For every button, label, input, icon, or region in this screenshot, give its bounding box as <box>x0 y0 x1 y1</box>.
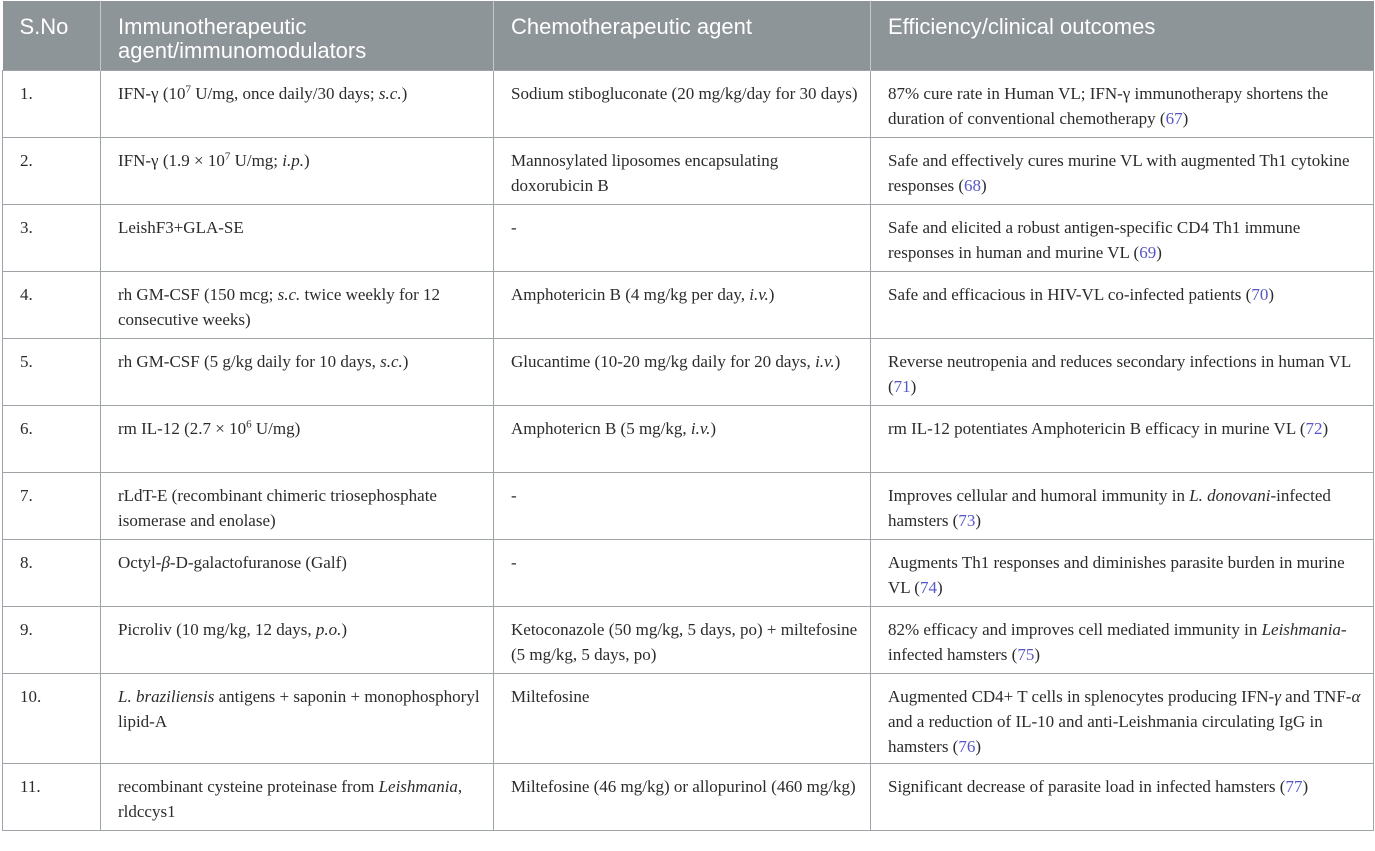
cell-text: 87% cure rate in Human VL; IFN-γ immunotherapy shortens the duration of conventional chemotherapy ( <box>888 83 1329 128</box>
cell-sno: 7. <box>3 472 101 539</box>
table-row <box>3 137 1374 204</box>
cell-immunotherapeutic-agent <box>101 70 494 137</box>
table-row <box>3 763 1374 830</box>
italic-text: s.c. <box>380 351 403 371</box>
cell-chemotherapeutic-agent <box>494 271 871 338</box>
italic-text: β <box>161 552 170 572</box>
cell-text: U/mg, once daily/30 days; <box>190 83 379 103</box>
italic-text: γ <box>1274 686 1281 706</box>
cell-text: ) <box>1156 242 1162 262</box>
cell-text: - <box>511 552 517 572</box>
cell-efficiency-outcome <box>871 405 1374 472</box>
italic-text: i.v. <box>815 351 835 371</box>
cell-text: IFN-γ (10 <box>118 83 186 103</box>
cell-text: Safe and elicited a robust antigen-specific CD4 Th1 immune responses in human and murine VL ( <box>888 217 1301 262</box>
cell-immunotherapeutic-agent <box>101 271 494 338</box>
cell-text: ) <box>402 351 409 371</box>
superscript: 7 <box>224 149 231 162</box>
cell-text: ) <box>936 577 943 597</box>
cell-chemotherapeutic-agent <box>494 606 871 673</box>
superscript: 6 <box>246 417 252 430</box>
cell-text: rh GM-CSF (150 mcg; <box>118 284 278 304</box>
cell-text: ) <box>341 619 348 639</box>
cell-text: Octyl- <box>118 552 162 572</box>
cell-text: Amphotericin B (4 mg/kg per day, <box>511 284 750 304</box>
italic-text: α <box>1351 686 1361 706</box>
cell-text: Improves cellular and humoral immunity in <box>888 485 1190 505</box>
cell-text: LeishF3+GLA-SE <box>118 217 244 237</box>
cell-efficiency-outcome <box>871 137 1374 204</box>
reference-link[interactable]: 72 <box>1305 418 1323 438</box>
cell-text: ) <box>304 150 310 170</box>
cell-text: -infected hamsters ( <box>888 485 1331 530</box>
reference-link[interactable]: 75 <box>1017 644 1035 664</box>
cell-text: -infected hamsters ( <box>888 619 1347 664</box>
cell-text: Ketoconazole (50 mg/kg, 5 days, po) + miltefosine (5 mg/kg, 5 days, po) <box>511 619 858 664</box>
cell-efficiency-outcome <box>871 204 1374 271</box>
cell-text: U/mg) <box>251 418 301 438</box>
cell-immunotherapeutic-agent <box>101 137 494 204</box>
table-row <box>3 472 1374 539</box>
reference-link[interactable]: 73 <box>958 510 976 530</box>
cell-efficiency-outcome <box>871 539 1374 606</box>
cell-sno: 1. <box>3 70 101 137</box>
italic-text: Leishmania <box>378 776 458 796</box>
cell-sno: 8. <box>3 539 101 606</box>
cell-immunotherapeutic-agent <box>101 405 494 472</box>
cell-text: Glucantime (10-20 mg/kg daily for 20 days, <box>511 351 816 371</box>
italic-text: Leishmania <box>1261 619 1341 639</box>
cell-text: Reverse neutropenia and reduces secondary infections in human VL ( <box>888 351 1351 396</box>
cell-chemotherapeutic-agent <box>494 204 871 271</box>
cell-chemotherapeutic-agent <box>494 763 871 830</box>
cell-text: ) <box>910 376 917 396</box>
cell-sno: 2. <box>3 137 101 204</box>
cell-efficiency-outcome <box>871 763 1374 830</box>
cell-efficiency-outcome <box>871 70 1374 137</box>
italic-text: s.c. <box>277 284 301 304</box>
cell-text: Augmented CD4+ T cells in splenocytes producing IFN- <box>888 686 1275 706</box>
cell-text: ) <box>1034 644 1041 664</box>
table-row <box>3 405 1374 472</box>
cell-text: ) <box>1302 776 1309 796</box>
header-chemotherapeutic-agent: Chemotherapeutic agent <box>494 1 871 70</box>
table-row <box>3 204 1374 271</box>
cell-sno: 5. <box>3 338 101 405</box>
table-header <box>3 1 1374 70</box>
cell-immunotherapeutic-agent <box>101 606 494 673</box>
header-sno: S.No <box>3 1 101 70</box>
reference-link[interactable]: 74 <box>919 577 937 597</box>
table-row <box>3 539 1374 606</box>
cell-text: -D-galactofuranose (Galf) <box>169 552 347 572</box>
reference-link[interactable]: 69 <box>1139 242 1157 262</box>
cell-chemotherapeutic-agent <box>494 673 871 763</box>
table-row <box>3 70 1374 137</box>
reference-link[interactable]: 68 <box>964 175 982 195</box>
treatment-table <box>2 1 1374 831</box>
cell-text: ) <box>981 175 987 195</box>
header-immunotherapeutic-agent: Immunotherapeutic agent/immunomodulators <box>101 1 494 70</box>
cell-chemotherapeutic-agent <box>494 405 871 472</box>
cell-efficiency-outcome <box>871 338 1374 405</box>
cell-text: Amphotericn B (5 mg/kg, <box>511 418 691 438</box>
cell-text: IFN-γ (1.9 × 10 <box>118 150 225 170</box>
cell-text: Picroliv (10 mg/kg, 12 days, <box>118 619 316 639</box>
cell-chemotherapeutic-agent <box>494 539 871 606</box>
cell-text: twice weekly for 12 consecutive weeks) <box>118 284 441 329</box>
cell-text: ) <box>401 83 408 103</box>
cell-text: Augments Th1 responses and diminishes parasite burden in murine VL ( <box>888 552 1345 597</box>
table-row <box>3 606 1374 673</box>
superscript: 7 <box>185 82 191 95</box>
header-efficiency-outcomes: Efficiency/clinical outcomes <box>888 14 1156 39</box>
italic-text: i.p. <box>282 150 305 170</box>
cell-sno: 9. <box>3 606 101 673</box>
cell-text: Miltefosine <box>511 686 590 706</box>
italic-text: L. braziliensis <box>118 686 215 706</box>
cell-text: Miltefosine (46 mg/kg) or allopurinol (460 mg/kg) <box>511 776 856 796</box>
reference-link[interactable]: 77 <box>1285 776 1303 796</box>
cell-text: and TNF- <box>1280 686 1352 706</box>
cell-text: Safe and efficacious in HIV-VL co-infected patients ( <box>888 284 1252 304</box>
cell-text: , rldccys1 <box>118 776 463 821</box>
cell-sno: 11. <box>3 763 101 830</box>
cell-immunotherapeutic-agent <box>101 204 494 271</box>
cell-text: antigens + saponin + monophosphoryl lipid-A <box>118 686 480 731</box>
cell-chemotherapeutic-agent <box>494 472 871 539</box>
cell-immunotherapeutic-agent <box>101 673 494 763</box>
table-row <box>3 338 1374 405</box>
table-row <box>3 271 1374 338</box>
italic-text: i.v. <box>749 284 769 304</box>
italic-text: s.c. <box>378 83 402 103</box>
cell-text: rh GM-CSF (5 g/kg daily for 10 days, <box>118 351 381 371</box>
cell-efficiency-outcome <box>871 673 1374 763</box>
italic-text: L. donovani <box>1189 485 1271 505</box>
cell-text: ) <box>975 510 982 530</box>
cell-chemotherapeutic-agent <box>494 338 871 405</box>
cell-text: rm IL-12 potentiates Amphotericin B efficacy in murine VL ( <box>888 418 1306 438</box>
cell-text: ) <box>975 736 982 756</box>
cell-efficiency-outcome <box>871 271 1374 338</box>
cell-text: ) <box>710 418 717 438</box>
cell-text: Safe and effectively cures murine VL with augmented Th1 cytokine responses ( <box>888 150 1350 195</box>
cell-chemotherapeutic-agent <box>494 70 871 137</box>
header-row <box>3 1 1374 70</box>
cell-immunotherapeutic-agent <box>101 763 494 830</box>
reference-link[interactable]: 76 <box>958 736 976 756</box>
cell-efficiency-outcome <box>871 472 1374 539</box>
cell-immunotherapeutic-agent <box>101 539 494 606</box>
cell-chemotherapeutic-agent <box>494 137 871 204</box>
cell-sno: 4. <box>3 271 101 338</box>
cell-text: - <box>511 485 517 505</box>
cell-immunotherapeutic-agent <box>101 338 494 405</box>
cell-text: Sodium stibogluconate (20 mg/kg/day for 30 days) <box>511 83 858 103</box>
cell-text: ) <box>1182 108 1189 128</box>
reference-link[interactable]: 71 <box>893 376 911 396</box>
cell-text: rLdT-E (recombinant chimeric triosephosphate isomerase and enolase) <box>118 485 437 530</box>
cell-text: rm IL-12 (2.7 × 10 <box>118 418 247 438</box>
cell-text: ) <box>1268 284 1274 304</box>
reference-link[interactable]: 67 <box>1165 108 1183 128</box>
cell-text: ) <box>768 284 775 304</box>
table-row <box>3 673 1374 763</box>
cell-immunotherapeutic-agent <box>101 472 494 539</box>
cell-text: ) <box>834 351 841 371</box>
cell-sno: 6. <box>3 405 101 472</box>
cell-text: Significant decrease of parasite load in infected hamsters ( <box>888 776 1286 796</box>
cell-sno: 10. <box>3 673 101 763</box>
table-body <box>3 70 1374 830</box>
italic-text: i.v. <box>690 418 711 438</box>
italic-text: p.o. <box>315 619 342 639</box>
cell-text: and a reduction of IL-10 and anti-Leishmania circulating IgG in hamsters ( <box>888 711 1323 756</box>
cell-efficiency-outcome <box>871 606 1374 673</box>
reference-link[interactable]: 70 <box>1251 284 1269 304</box>
cell-text: ) <box>1322 418 1329 438</box>
cell-text: recombinant cysteine proteinase from <box>118 776 379 796</box>
cell-text: Mannosylated liposomes encapsulating doxorubicin B <box>511 150 779 195</box>
cell-text: U/mg; <box>230 150 283 170</box>
cell-sno: 3. <box>3 204 101 271</box>
cell-text: 82% efficacy and improves cell mediated immunity in <box>888 619 1262 639</box>
cell-text: - <box>511 217 517 237</box>
